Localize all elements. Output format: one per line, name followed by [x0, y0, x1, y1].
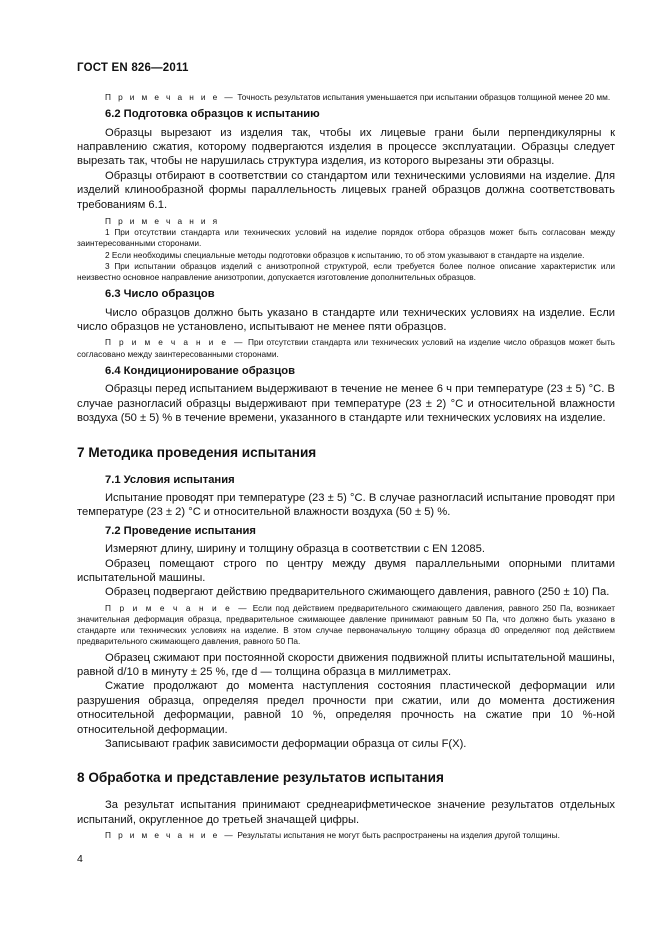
note-text: Если под действием предварительного сжимающего давления, равного 250 Па, возникает значительная деформация образца, предварительное сжимающее давление принимают равным 50 Па, что должно быть указано в стандарте или технических условиях на изделие. В этом случае первоначальную толщину образца d0 определяют под действием предварительного сжимающего давления, равного 50 Па.	[77, 602, 616, 647]
paragraph: Испытание проводят при температуре (23 ± 5) °С. В случае разногласий испытание проводят при температуре (23 ± 2) °С и относительной влажности воздуха (50 ± 5) %.	[77, 491, 615, 519]
note-label: П р и м е ч а н и е —	[105, 830, 236, 841]
paragraph: Образец сжимают при постоянной скорости движения подвижной плиты испытательной машины, равной d/10 в минуту ± 25 %, где d — толщина образца в миллиметрах.	[77, 651, 615, 678]
note-item: 3 При испытании образцов изделий с анизотропной структурой, если требуется более полное описание характеристик или неизвестно основное направление анизотропии, допускается изготовление дополнительных образцов.	[77, 260, 615, 283]
notes-label: П р и м е ч а н и я	[105, 216, 220, 227]
paragraph: Записывают график зависимости деформации образца от силы F(X).	[105, 738, 467, 751]
note-label: П р и м е ч а н и е —	[105, 602, 249, 613]
section-heading-6-4: 6.4 Кондиционирование образцов	[105, 364, 295, 377]
note	[77, 603, 615, 648]
note	[77, 92, 615, 103]
section-heading-7-1: 7.1 Условия испытания	[105, 473, 235, 486]
paragraph: Образец подвергают действию предварительного сжимающего давления, равного (250 ± 10) Па.	[105, 586, 610, 599]
note	[77, 337, 615, 359]
note-label: П р и м е ч а н и е —	[105, 337, 245, 348]
section-heading-8: 8 Обработка и представление результатов испытания	[77, 770, 444, 786]
paragraph: Сжатие продолжают до момента наступления состояния пластической деформации или разрушения образца, определяя предел прочности при сжатии, или до момента достижения относительной деформации, равной 10 %, определяя прочность на сжатие при 10 %-ной относительной деформации.	[77, 680, 615, 736]
paragraph: Образец помещают строго по центру между двумя параллельными опорными плитами испытательной машины.	[77, 557, 615, 584]
paragraph: Измеряют длину, ширину и толщину образца в соответствии с EN 12085.	[105, 543, 485, 556]
note-text: Результаты испытания не могут быть распространены на изделия другой толщины.	[235, 830, 560, 841]
document-page	[77, 62, 615, 841]
note-text: При отсутствии стандарта или технических условий на изделие число образцов может быть согласовано между заинтересованными сторонами.	[77, 337, 616, 359]
note	[77, 830, 615, 841]
note-text: Точность результатов испытания уменьшается при испытании образцов толщиной менее 20 мм.	[235, 92, 611, 102]
note-item: 2 Если необходимы специальные методы подготовки образцов к испытанию, то об этом указывают в стандарте на изделие.	[105, 249, 585, 260]
section-heading-6-3: 6.3 Число образцов	[105, 288, 215, 301]
page-number: 4	[77, 853, 83, 865]
section-heading-7-2: 7.2 Проведение испытания	[105, 524, 256, 537]
paragraph: Образцы перед испытанием выдерживают в течение не менее 6 ч при температуре (23 ± 5) °С. В случае разногласий образцы выдерживают при температуре (23 ± 2) °С и относительной влажности воздуха (50 ± 5) % в течение времени, указанного в стандарте или технических условиях на изделие.	[77, 383, 615, 425]
paragraph: Образцы отбирают в соответствии со стандартом или техническими условиями на изделие. Для изделий клинообразной формы параллельность лицевых граней образцов должна соответствовать требованиям 6.1.	[77, 169, 615, 211]
note-item: 1 При отсутствии стандарта или технических условий на изделие порядок отбора образцов может быть согласован между заинтересованными сторонами.	[77, 227, 615, 249]
document-header: ГОСТ EN 826—2011	[77, 62, 189, 74]
paragraph: За результат испытания принимают среднеарифметическое значение результатов отдельных испытаний, округленное до третьей значащей цифры.	[77, 799, 615, 826]
paragraph: Образцы вырезают из изделия так, чтобы их лицевые грани были перпендикулярны к направлению сжатия, которому подвергаются изделия в процессе эксплуатации. Образцы следует вырезать так, чтобы не нарушилась структура изделия, из которого вырезаны эти образцы.	[77, 126, 615, 168]
paragraph: Число образцов должно быть указано в стандарте или технических условиях на изделие. Если число образцов не установлено, испытывают не менее пяти образцов.	[77, 306, 615, 334]
note-label: П р и м е ч а н и е —	[105, 92, 236, 102]
section-heading-7: 7 Методика проведения испытания	[77, 444, 317, 460]
section-heading-6-2: 6.2 Подготовка образцов к испытанию	[105, 108, 320, 121]
